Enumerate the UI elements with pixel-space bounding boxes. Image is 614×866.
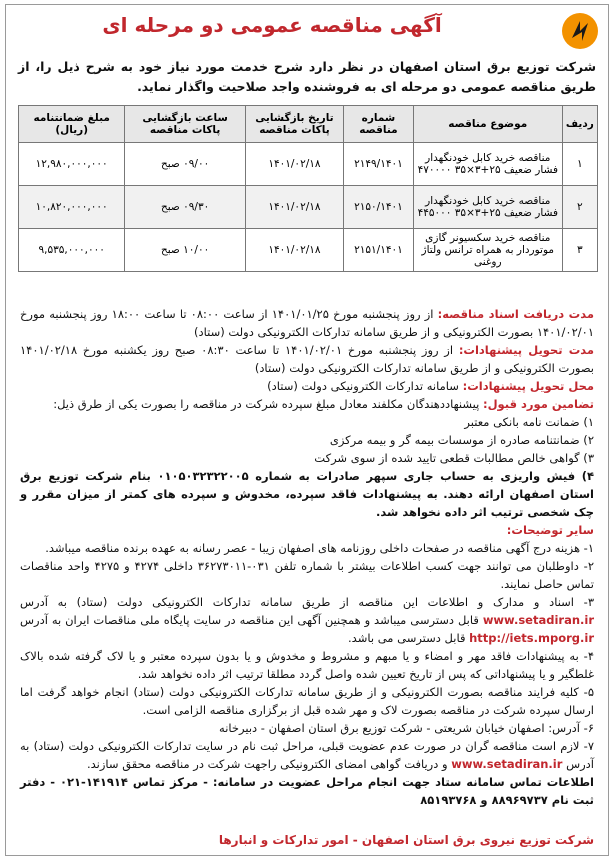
page-title: آگهی مناقصه عمومی دو مرحله ای bbox=[102, 13, 442, 37]
note-item-text: ۷- لازم است مناقصه گران در صورت عدم عضویت قبلی، مراحل ثبت نام در سایت تدارکات الکترونیکی دولت (ستاد) به آدرس bbox=[20, 739, 594, 771]
cell-row: ۳ bbox=[562, 229, 597, 272]
guarantee-item: ۲) ضمانتنامه صادره از موسسات بیمه گر و بیمه مرکزی bbox=[329, 433, 594, 447]
col-header-opening-time: ساعت بازگشایی پاکات مناقصه bbox=[125, 106, 245, 143]
iets-link[interactable]: http://iets.mporg.ir bbox=[469, 631, 594, 645]
document-period-text: از روز پنجشنبه مورخ ۱۴۰۱/۰۱/۲۵ از ساعت ۰۸:۰۰ تا ساعت ۱۸:۰۰ روز پنجشنبه مورخ ۱۴۰۱/۰۲/۰۱ بصورت الکترونیکی و از طریق سامانه تدارکات الکترونیکی دولت (ستاد) bbox=[20, 307, 594, 339]
cell-subject: مناقصه خرید سکسیونر گازی موتوردار به همراه ترانس ولتاژ روغنی bbox=[413, 229, 562, 272]
table-header-row bbox=[19, 106, 598, 143]
cell-opening-date: ۱۴۰۱/۰۲/۱۸ bbox=[245, 186, 343, 229]
col-header-guarantee-amount: مبلغ ضمانتنامه (ریال) bbox=[19, 106, 125, 143]
cell-opening-time: ۱۰/۰۰ صبح bbox=[125, 229, 245, 272]
cell-number: ۲۱۵۱/۱۴۰۱ bbox=[344, 229, 414, 272]
cell-row: ۱ bbox=[562, 143, 597, 186]
col-header-number: شماره مناقصه bbox=[344, 106, 414, 143]
col-header-row: ردیف bbox=[562, 106, 597, 143]
note-item: ۴- به پیشنهادات فاقد مهر و امضاء و یا مبهم و مشروط و مخدوش و یا بدون سپرده معتبر و یا لاک گرفته شده بالاک غلطگیر و یا پیشنهاداتی که پس از تاریخ تعیین شده واصل گردد مطلقا ترتیب اثر داده نخواهد شد. bbox=[20, 649, 594, 681]
advertisement-page bbox=[5, 4, 609, 856]
setad-link-2[interactable]: www.setadiran.ir bbox=[451, 757, 563, 771]
note-item: ۵- کلیه فرایند مناقصه بصورت الکترونیکی و از طریق سامانه تدارکات الکترونیکی دولت (ستاد) انجام خواهد گرفت اما ارسال سپرده شرکت در مناقصه بصورت لاک و مهر شده قبل از برگزاری مناقصه الزامی است. bbox=[20, 685, 594, 717]
guarantees-text: پیشنهاددهندگان مکلفند معادل مبلغ سپرده شرکت در مناقصه را بصورت یکی از طرق ذیل: bbox=[53, 397, 480, 411]
cell-opening-date: ۱۴۰۱/۰۲/۱۸ bbox=[245, 143, 343, 186]
cell-opening-time: ۰۹/۰۰ صبح bbox=[125, 143, 245, 186]
intro-paragraph: شرکت توزیع برق استان اصفهان در نظر دارد شرح خدمت مورد نیاز خود به شرح ذیل را، از طریق مناقصه عمومی دو مرحله ای به فروشنده واجد صلاحیت واگذار نماید. bbox=[18, 59, 596, 94]
guarantee-item: ۳) گواهی خالص مطالبات قطعی تایید شده از سوی شرکت bbox=[314, 451, 594, 465]
cell-subject: مناقصه خرید کابل خودنگهدار فشار ضعیف ۲۵+۳×۳۵ ۴۴۵۰۰۰ bbox=[413, 186, 562, 229]
submission-period-label: مدت تحویل پیشنهادات: bbox=[458, 343, 595, 357]
col-header-opening-date: تاریخ بازگشایی پاکات مناقصه bbox=[245, 106, 343, 143]
electricity-company-logo-icon bbox=[560, 11, 600, 51]
cell-guarantee-amount: ۹,۵۳۵,۰۰۰,۰۰۰ bbox=[19, 229, 125, 272]
note-item-text: قابل دسترسی می باشد. bbox=[348, 631, 466, 645]
submission-period-text: از روز پنجشنبه مورخ ۱۴۰۱/۰۲/۰۱ تا ساعت ۰۸:۳۰ صبح روز یکشنبه مورخ ۱۴۰۱/۰۲/۱۸ بصورت الکترونیکی و از طریق سامانه تدارکات الکترونیکی دولت (ستاد) bbox=[20, 343, 594, 375]
guarantees bbox=[20, 395, 594, 413]
note-item-text: و دریافت گواهی امضای الکترونیکی راجهت شرکت در مناقصه محقق سازند. bbox=[86, 757, 448, 771]
document-period bbox=[20, 305, 594, 341]
table-row bbox=[19, 229, 598, 272]
cell-guarantee-amount: ۱۲,۹۸۰,۰۰۰,۰۰۰ bbox=[19, 143, 125, 186]
submission-place-label: محل تحویل پیشنهادات: bbox=[462, 379, 594, 393]
table-row bbox=[19, 143, 598, 186]
submission-place-text: سامانه تدارکات الکترونیکی دولت (ستاد) bbox=[267, 379, 459, 393]
setad-link[interactable]: www.setadiran.ir bbox=[482, 613, 594, 627]
note-item-text: قابل دسترسی میباشد و همچنین آگهی این مناقصه در سایت پایگاه ملی مناقصات ایران به آدرس bbox=[20, 613, 479, 627]
submission-place bbox=[20, 377, 594, 395]
note-item bbox=[20, 737, 594, 773]
cell-number: ۲۱۵۰/۱۴۰۱ bbox=[344, 186, 414, 229]
tender-details bbox=[20, 305, 594, 809]
cell-guarantee-amount: ۱۰,۸۲۰,۰۰۰,۰۰۰ bbox=[19, 186, 125, 229]
table-row bbox=[19, 186, 598, 229]
note-item-text: ۳- اسناد و مدارک و اطلاعات این مناقصه از طریق سامانه تدارکات الکترونیکی دولت (ستاد) به آدرس bbox=[20, 595, 594, 609]
col-header-subject: موضوع مناقصه bbox=[413, 106, 562, 143]
note-item: ۲- داوطلبان می توانند جهت کسب اطلاعات بیشتر با شماره تلفن ۰۳۱-۳۶۲۷۳۰۱۱ داخلی ۴۲۷۴ و ۴۲۷۵ واحد مناقصات تماس حاصل نمایند. bbox=[20, 559, 594, 591]
submission-period bbox=[20, 341, 594, 377]
other-notes-label: سایر توضیحات: bbox=[506, 523, 594, 537]
note-item: ۶- آدرس: اصفهان خیابان شریعتی - شرکت توزیع برق استان اصفهان - دبیرخانه bbox=[219, 721, 594, 735]
cell-opening-time: ۰۹/۳۰ صبح bbox=[125, 186, 245, 229]
note-item bbox=[20, 593, 594, 647]
guarantees-label: تضامین مورد قبول: bbox=[482, 397, 594, 411]
tender-table bbox=[18, 105, 598, 272]
cell-opening-date: ۱۴۰۱/۰۲/۱۸ bbox=[245, 229, 343, 272]
contact-info: اطلاعات تماس سامانه ستاد جهت انجام مراحل عضویت در سامانه: - مرکز تماس ۱۴۱۹۱۴-۰۲۱ - دفتر ثبت نام ۸۸۹۶۹۷۳۷ و ۸۵۱۹۳۷۶۸ bbox=[20, 775, 594, 807]
document-period-label: مدت دریافت اسناد مناقصه: bbox=[437, 307, 595, 321]
note-item: ۱- هزینه درج آگهی مناقصه در صفحات داخلی روزنامه های اصفهان زیبا - عصر رسانه به عهده برنده مناقصه میباشد. bbox=[45, 541, 594, 555]
footer-company: شرکت توزیع نیروی برق استان اصفهان - امور تدارکات و انبارها bbox=[218, 833, 594, 847]
guarantee-item: ۴) فیش واریزی به حساب جاری سپهر صادرات به شماره ۰۱۰۵۰۳۲۳۲۲۰۰۵ بنام شرکت توزیع برق استان اصفهان ارائه دهند. به پیشنهادات فاقد سپرده، مخدوش و سپرده های کمتر از میزان مقرر و چک شخصی ترتیب اثر داده نخواهد شد. bbox=[20, 469, 594, 519]
cell-number: ۲۱۴۹/۱۴۰۱ bbox=[344, 143, 414, 186]
cell-row: ۲ bbox=[562, 186, 597, 229]
guarantee-item: ۱) ضمانت نامه بانکی معتبر bbox=[464, 415, 594, 429]
cell-subject: مناقصه خرید کابل خودنگهدار فشار ضعیف ۲۵+۳×۳۵ ۴۷۰۰۰۰ bbox=[413, 143, 562, 186]
